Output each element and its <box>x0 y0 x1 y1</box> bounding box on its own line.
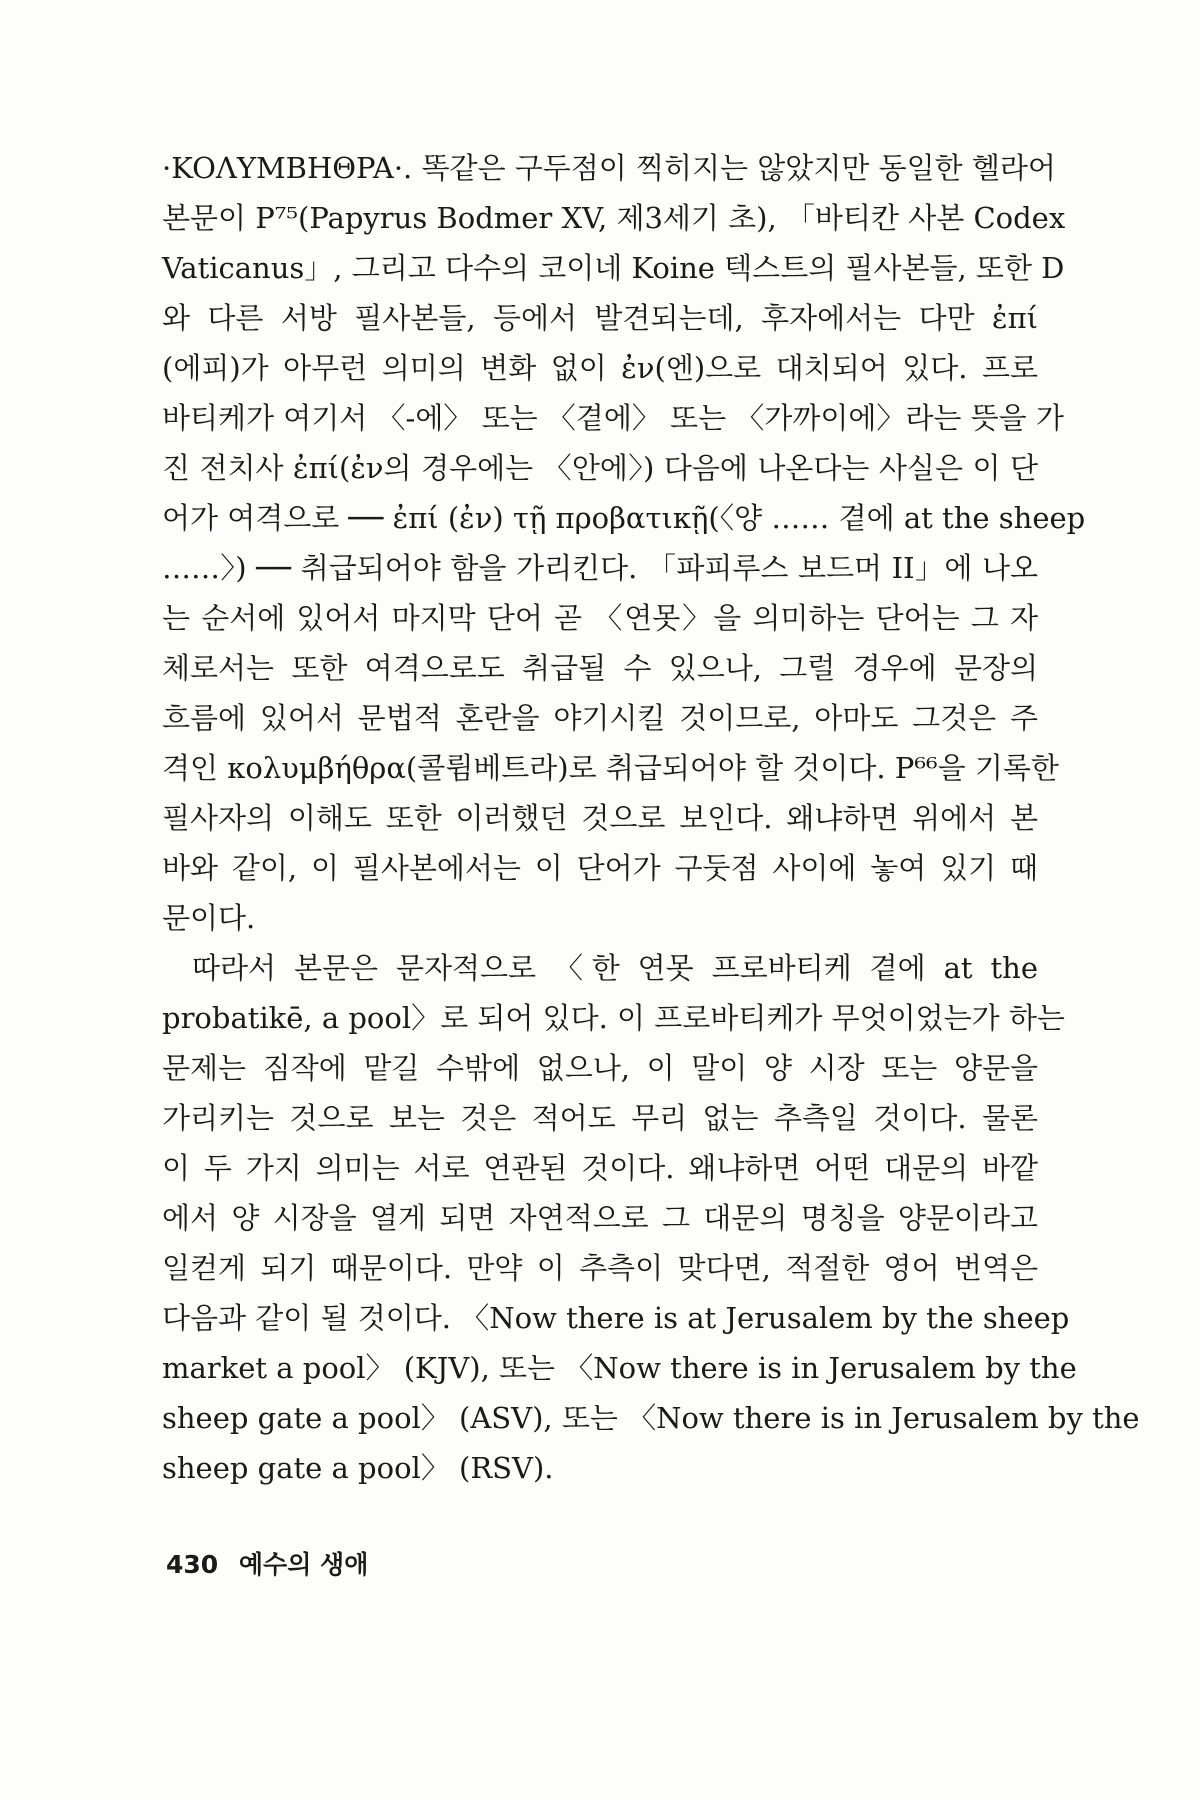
running-title: 예수의 생애 <box>238 1550 369 1579</box>
text-line: 흐름에 있어서 문법적 혼란을 야기시킬 것이므로, 아마도 그것은 주 <box>162 701 1038 735</box>
text-line: (에피)가 아무런 의미의 변화 없이 ἐν(엔)으로 대치되어 있다. 프로 <box>162 351 1038 385</box>
text-line: 일컫게 되기 때문이다. 만약 이 추측이 맞다면, 적절한 영어 번역은 <box>162 1251 1038 1285</box>
text-line: sheep gate a pool〉 (ASV), 또는 〈Now there is in Jerusalem by the <box>162 1401 1140 1435</box>
text-line: 어가 여격으로 ── ἐπί (ἐν) τῇ προβατικῇ(〈양 …… 곁에 at the sheep <box>162 501 1086 535</box>
text-line: 와 다른 서방 필사본들, 등에서 발견되는데, 후자에서는 다만 ἐπί <box>162 301 1038 335</box>
body-text <box>162 143 1140 1493</box>
text-line: 문제는 짐작에 맡길 수밖에 없으나, 이 말이 양 시장 또는 양문을 <box>162 1051 1038 1085</box>
text-line: 필사자의 이해도 또한 이러했던 것으로 보인다. 왜냐하면 위에서 본 <box>162 801 1038 835</box>
text-line: Vaticanus」, 그리고 다수의 코이네 Koine 텍스트의 필사본들, 또한 D <box>162 251 1065 285</box>
text-line: probatikē, a pool〉로 되어 있다. 이 프로바티케가 무엇이었는가 하는 <box>162 1001 1065 1035</box>
text-line: 격인 κολυμβήθρα(콜륌베트라)로 취급되어야 할 것이다. P⁶⁶을 기록한 <box>162 751 1059 785</box>
text-line: 문이다. <box>162 901 256 935</box>
text-line: 바티케가 여기서 〈-에〉 또는 〈곁에〉 또는 〈가까이에〉라는 뜻을 가 <box>162 401 1064 435</box>
text-line: 따라서 본문은 문자적으로 〈한 연못 프로바티케 곁에 at the <box>192 951 1038 985</box>
text-line: 이 두 가지 의미는 서로 연관된 것이다. 왜냐하면 어떤 대문의 바깥 <box>162 1151 1038 1185</box>
text-line: 에서 양 시장을 열게 되면 자연적으로 그 대문의 명칭을 양문이라고 <box>162 1201 1038 1235</box>
text-line: 체로서는 또한 여격으로도 취급될 수 있으나, 그럴 경우에 문장의 <box>162 651 1038 685</box>
text-line: 는 순서에 있어서 마지막 단어 곧 〈연못〉을 의미하는 단어는 그 자 <box>162 601 1038 635</box>
page-footer <box>166 1545 368 1581</box>
text-line: 다음과 같이 될 것이다. 〈Now there is at Jerusalem by the sheep <box>162 1301 1070 1335</box>
text-line: sheep gate a pool〉 (RSV). <box>162 1451 554 1485</box>
text-line: 진 전치사 ἐπί(ἐν의 경우에는 〈안에〉) 다음에 나온다는 사실은 이 단 <box>162 451 1038 485</box>
text-line: ……〉) ── 취급되어야 함을 가리킨다. 「파피루스 보드머 II」에 나오 <box>162 551 1038 585</box>
text-line: 바와 같이, 이 필사본에서는 이 단어가 구둣점 사이에 놓여 있기 때 <box>162 851 1038 885</box>
text-line: ·KOΛΥMBHΘPA·. 똑같은 구두점이 찍히지는 않았지만 동일한 헬라어 <box>162 151 1056 185</box>
page-number: 430 <box>166 1550 219 1579</box>
text-line: 가리키는 것으로 보는 것은 적어도 무리 없는 추측일 것이다. 물론 <box>162 1101 1038 1135</box>
text-line: market a pool〉 (KJV), 또는 〈Now there is in Jerusalem by the <box>162 1351 1077 1385</box>
text-line: 본문이 P⁷⁵(Papyrus Bodmer XV, 제3세기 초), 「바티칸 사본 Codex <box>162 201 1066 235</box>
